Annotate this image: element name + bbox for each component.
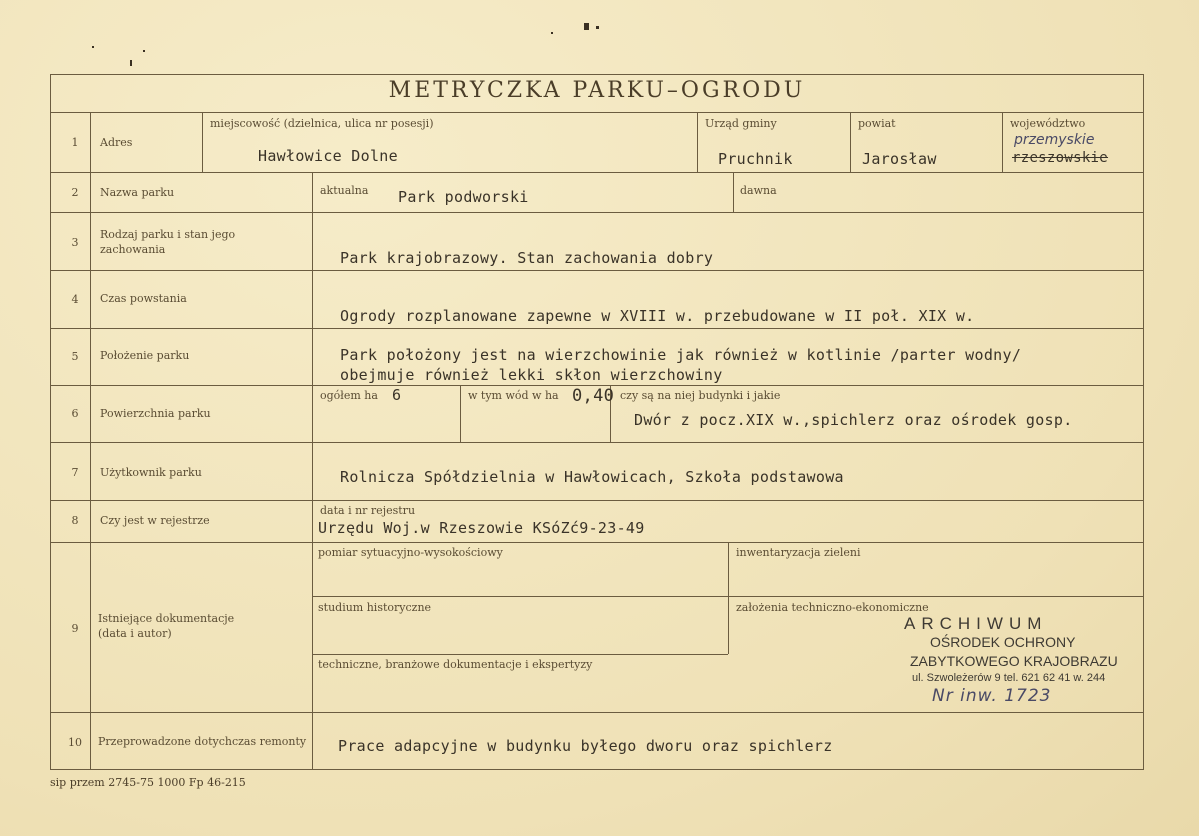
renovations-label: Przeprowadzone dotychczas remonty [98, 735, 307, 748]
park-type-value: Park krajobrazowy. Stan zachowania dobry [340, 249, 714, 267]
row-number: 6 [71, 407, 79, 420]
renovations-value: Prace adapcyjne w budynku byłego dworu oraz spichlerz [338, 737, 833, 755]
row-number: 3 [71, 236, 79, 249]
creation-time-value: Ogrody rozplanowane zapewne w XVIII w. przebudowane w II poł. XIX w. [340, 307, 975, 325]
park-user-value: Rolnicza Spółdzielnia w Hawłowicach, Szkoła podstawowa [340, 468, 844, 486]
water-area-value: 0,40 [572, 386, 615, 406]
address-value: Hawłowice Dolne [258, 147, 398, 165]
documentation-label-line2: (data i autor) [98, 627, 172, 640]
current-name-value: Park podworski [398, 188, 529, 206]
print-footer: sip przem 2745-75 1000 Fp 46-215 [50, 776, 246, 789]
row-number: 8 [71, 514, 79, 527]
row-number: 9 [71, 622, 79, 635]
area-label: Powierzchnia parku [100, 407, 211, 420]
register-number-value: Urzędu Woj.w Rzeszowie KSóZć9-23-49 [318, 519, 645, 537]
stamp-office-name: OŚRODEK OCHRONY [930, 634, 1076, 650]
location-value-line1: Park położony jest na wierzchowinie jak również w kotlinie /parter wodny/ [340, 346, 1022, 364]
register-label: Czy jest w rejestrze [100, 514, 210, 527]
location-label: Położenie parku [100, 349, 190, 362]
current-name-label: aktualna [320, 184, 369, 197]
historical-study-label: studium historyczne [318, 601, 432, 614]
location-value-line2: obejmuje również lekki skłon wierzchowiny [340, 366, 723, 384]
form-title: METRYCZKA PARKU–OGRODU [388, 78, 806, 103]
former-name-label: dawna [740, 184, 777, 197]
expertise-label: techniczne, branżowe dokumentacje i ekspertyzy [318, 658, 593, 671]
gmina-label: Urząd gminy [705, 117, 777, 130]
powiat-value: Jarosław [862, 150, 937, 168]
address-row-label: Adres [100, 136, 133, 149]
park-user-label: Użytkownik parku [100, 466, 202, 479]
park-name-label: Nazwa parku [100, 186, 175, 199]
park-type-label-line2: zachowania [100, 243, 166, 256]
voivodeship-handwritten-correction: przemyskie [1014, 132, 1095, 148]
row-number: 7 [71, 466, 79, 479]
survey-label: pomiar sytuacyjno-wysokościowy [318, 546, 503, 559]
stamp-address: ul. Szwoleżerów 9 tel. 621 62 41 w. 244 [912, 672, 1106, 684]
documentation-label-line1: Istniejące dokumentacje [98, 612, 235, 625]
voivodeship-label: województwo [1010, 117, 1086, 130]
park-type-label-line1: Rodzaj parku i stan jego [100, 228, 236, 241]
row-number: 5 [71, 350, 79, 363]
stamp-archive-title: ARCHIWUM [904, 614, 1048, 633]
total-area-label: ogółem ha [320, 389, 378, 402]
row-number: 1 [71, 136, 79, 149]
buildings-value: Dwór z pocz.XIX w.,spichlerz oraz ośrodek gosp. [634, 411, 1073, 429]
address-field-label: miejscowość (dzielnica, ulica nr posesji) [210, 117, 434, 130]
row-number: 10 [68, 736, 82, 749]
row-number: 2 [71, 186, 79, 199]
register-number-label: data i nr rejestru [320, 504, 416, 517]
water-area-label: w tym wód w ha [468, 389, 559, 402]
row-number: 4 [71, 293, 79, 306]
gmina-value: Pruchnik [718, 150, 793, 168]
creation-time-label: Czas powstania [100, 292, 187, 305]
technical-economic-label: założenia techniczno-ekonomiczne [736, 601, 929, 614]
greenery-inventory-label: inwentaryzacja zieleni [736, 546, 861, 559]
stamp-office-name-2: ZABYTKOWEGO KRAJOBRAZU [910, 653, 1118, 669]
buildings-label: czy są na niej budynki i jakie [620, 389, 781, 402]
handwritten-inventory-number: Nr inw. 1723 [932, 686, 1052, 706]
powiat-label: powiat [858, 117, 896, 130]
total-area-value: 6 [392, 386, 402, 404]
voivodeship-value: rzeszowskie [1012, 150, 1109, 166]
